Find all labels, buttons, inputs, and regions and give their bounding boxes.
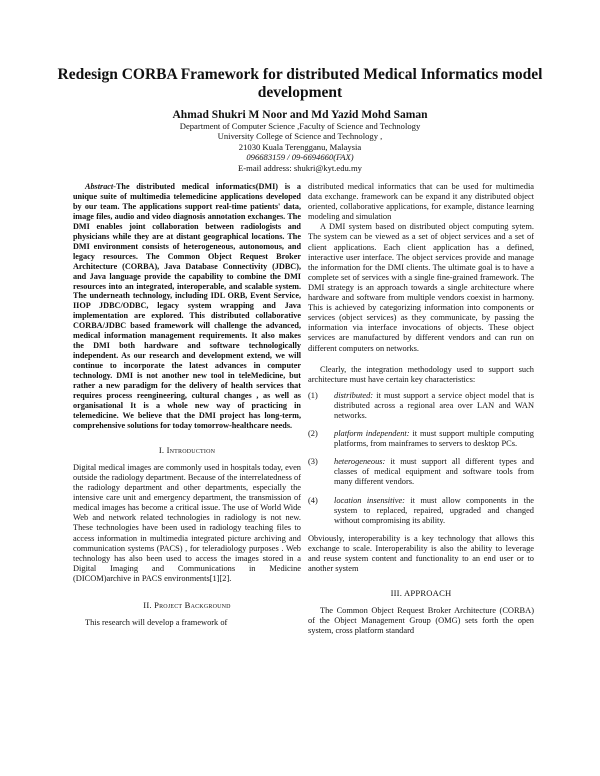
list-item-body: it must support all different types and classes of medical equipment and software tools from many different vendors. [334, 457, 534, 487]
approach-text: The Common Object Request Broker Architecture (CORBA) of the Object Management Group (OMG) sets forth the open system, cross platform standard [308, 606, 534, 636]
background-heading: II. Project Background [143, 600, 231, 611]
list-item [308, 391, 534, 421]
list-item-number: (1) [308, 390, 318, 400]
affiliation-block [80, 121, 520, 173]
background-text: This research will develop a framework of [85, 618, 228, 628]
right-paragraph-2: A DMI system based on distributed object computing sytem. The system can be viewed as a set of object services and a set of client applications. Each client application has a defined, interactive user interface. The object services provide and manage the information for the DMI clients. The ultimate goal is to have a complete set of services with a single fine-grained framework. The DMI strategy is an approach towards a single architecture where hardware and software from multiple vendors coexist in harmony. This is achieved by categorizing information into components or services (object services) as they communicate, by passing the information via interface invocations of objects. These object services are manufactured by different vendors and can run on different computers on networks. [308, 222, 534, 353]
list-item-term: location insensitive: [334, 495, 405, 505]
list-item-text [334, 457, 534, 487]
affiliation-line: Department of Computer Science ,Faculty of Science and Technology [179, 121, 421, 131]
list-item [308, 429, 534, 449]
right-column [308, 182, 534, 637]
list-item-number: (3) [308, 457, 318, 467]
list-item-number: (2) [308, 429, 318, 439]
affiliation-line: University College of Science and Technology , [217, 131, 383, 142]
left-column [73, 182, 301, 628]
abstract-label: Abstract- [85, 182, 116, 191]
characteristics-list [308, 391, 534, 526]
list-item [308, 457, 534, 487]
right-paragraph-1: distributed medical informatics that can be used for multimedia data exchange. framework can be expand it any distributed object oriented, collaborative applications, for example, distance learning modeling and simulation [308, 182, 534, 222]
list-item-body: it must support a service object model that is distributed across a regional area over LAN and WAN networks. [334, 390, 534, 420]
list-item-body: it must allow components in the system to replaced, repaired, upgraded and changed without compromising its ability. [334, 495, 534, 525]
email-address: E-mail address: shukri@kyt.edu.my [238, 162, 362, 173]
paper-title: Redesign CORBA Framework for distributed Medical Informatics model development [57, 66, 543, 101]
introduction-heading: I. Introduction [158, 444, 216, 455]
list-item-term: platform independent: [334, 429, 410, 439]
introduction-text: Digital medical images are commonly used in hospitals today, even outside the radiology department. Because of the interrelatedness of the radiology department and other departments, especially the intensive care unit and emergency department, the transmission of medical images has become a critical issue. The use of World Wide Web and network related technologies in radiology is not new. These technologies have been used in radiology teaching files to access information in multimedia integrated picture archiving and communication systems (PACS) , for teleradiology purposes . Web technology has also been used to access the images stored in a Digital Imaging and Communications in Medicine (DICOM)archive in PACS environments[1][2]. [73, 462, 301, 583]
list-item [308, 496, 534, 526]
list-item-term: heterogeneous: [334, 457, 386, 467]
list-item-number: (4) [308, 495, 318, 505]
abstract-text: The distributed medical informatics(DMI) is a unique suite of multimedia telemedicine applications developed by our team. The applications support real-time patients' data, image files, audio and video diagnosis annotation exchanges. The DMI enables joint collaboration between radiologists and physicians while they are at distant geographical locations. The DMI environment consists of heterogeneous, autonomous, and legacy resources. The Common Object Request Broker Architecture (CORBA), Java Database Connectivity (JDBC), and Java language provide the capability to combine the DMI resources into an integrated, interoperable, and scalable system. The underneath technology, including IDL ORB, Event Service, IIOP JDBC/ODBC, legacy system wrapping and Java implementation are explored. This distributed collaborative CORBA/JDBC based framework will challenge the advanced, medical information management requirements. It also makes the DMI both hardware and software technologically independent. As our research and development extend, we will continue to incorporate the latest advances in computer technology. DMI is not another new tool in teleMedicine, but rather a new paradigm for the delivery of health services that requires process reengineering, cultural changes , as well as organisational It is a whole new way of practicing in telemedicine. We believe that the DMI project has long-term, comprehensive solutions for today tomorrow-healthcare needs. [73, 182, 301, 430]
list-item-text [334, 391, 534, 421]
phone-fax: 096683159 / 09-6694660(FAX) [246, 152, 354, 163]
list-item-text [334, 496, 534, 526]
affiliation-line: 21030 Kuala Terengganu, Malaysia [238, 141, 362, 152]
paper-authors: Ahmad Shukri M Noor and Md Yazid Mohd Saman [172, 109, 428, 121]
abstract [73, 182, 301, 431]
approach-heading: III. APPROACH [390, 588, 452, 599]
right-paragraph-3: Clearly, the integration methodology used to support such architecture must have certain key characteristics: [308, 364, 534, 384]
right-paragraph-4: Obviously, interoperability is a key technology that allows this exchange to scale. Interoperability is also the ability to leverage and reuse system content and functionality to an end user or to another system [308, 533, 534, 574]
list-item-text [334, 429, 534, 449]
list-item-term: distributed: [334, 390, 374, 400]
list-item-body: it must support multiple computing platforms, from mainframes to servers to desktop PCs. [334, 429, 534, 449]
